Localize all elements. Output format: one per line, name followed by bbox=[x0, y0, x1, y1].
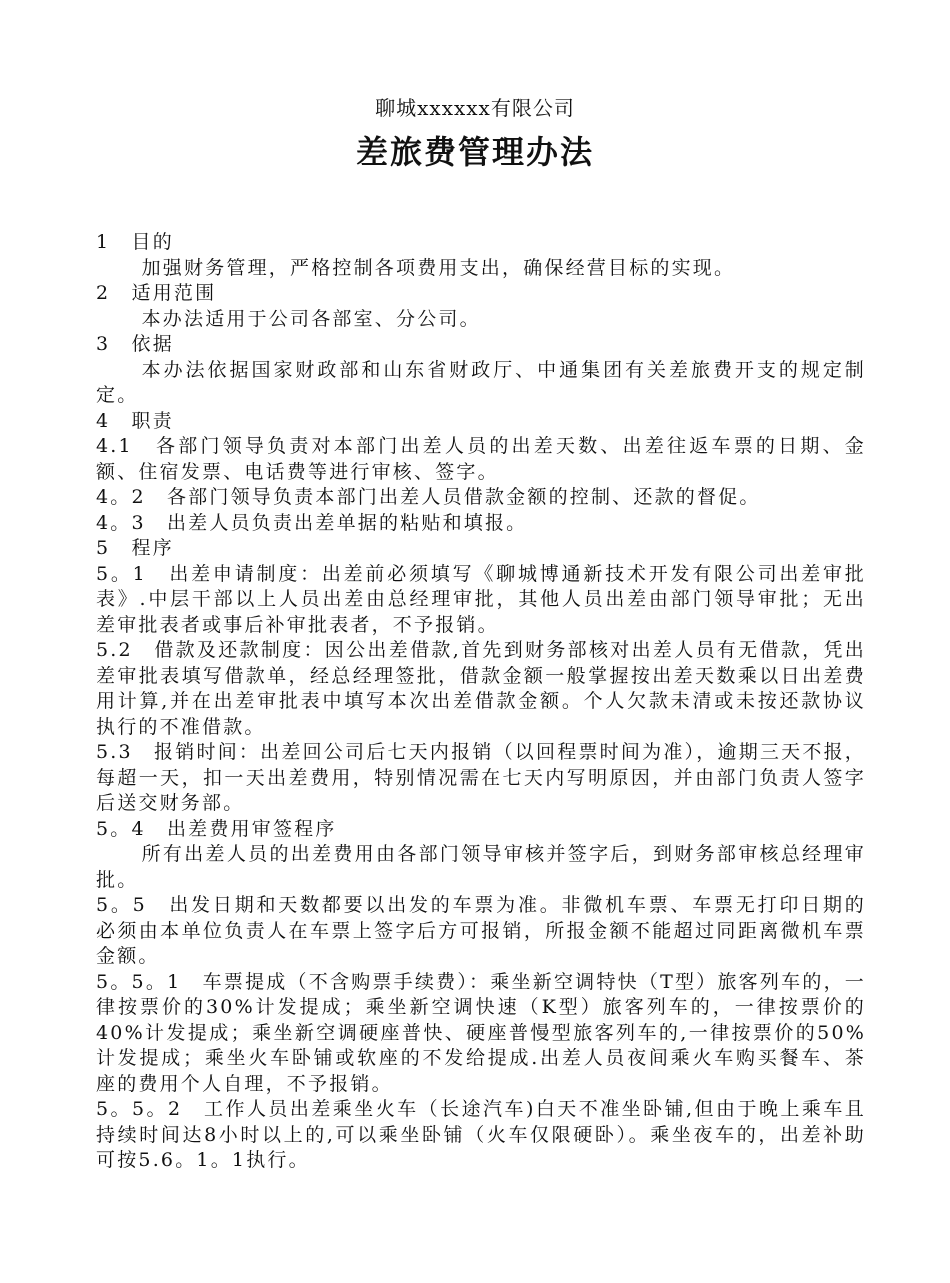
clause: 5。4 出差费用审签程序 bbox=[96, 817, 337, 840]
section-heading: 2 适用范围 bbox=[96, 282, 217, 304]
paragraph: 所有出差人员的出差费用由各部门领导审核并签字后，到财务部审核总经理审批。 bbox=[96, 843, 866, 891]
clause: 4。3 出差人员负责出差单据的粘贴和填报。 bbox=[96, 511, 528, 534]
section-heading: 4 职责 bbox=[96, 409, 174, 432]
clause: 5.3 报销时间：出差回公司后七天内报销（以回程票时间为准），逾期三天不报，每超一天，扣一天出差费用，特别情况需在七天内写明原因，并由部门负责人签字后送交财务部。 bbox=[96, 741, 866, 814]
document-body bbox=[96, 230, 866, 1174]
clause: 5。5。2 工作人员出差乘坐火车（长途汽车)白天不准坐卧铺,但由于晚上乘车且持续时间达8小时以上的,可以乘坐卧铺（火车仅限硬卧）。乘坐夜车的，出差补助可按5.6。1。1执行。 bbox=[96, 1098, 866, 1171]
clause: 4.1 各部门领导负责对本部门出差人员的出差天数、出差往返车票的日期、金额、住宿发票、电话费等进行审核、签字。 bbox=[96, 435, 866, 483]
document-title: 差旅费管理办法 bbox=[355, 133, 594, 171]
clause: 5。5。1 车票提成（不含购票手续费）：乘坐新空调特快（T型）旅客列车的，一律按票价的30%计发提成；乘坐新空调快速（K型）旅客列车的，一律按票价的40%计发提成；乘坐新空调硬座普快、硬座普慢型旅客列车的,一律按票价的50%计发提成；乘坐火车卧铺或软座的不发给提成.出差人员夜间乘火车购买餐车、茶座的费用个人自理，不予报销。 bbox=[96, 970, 866, 1095]
section-heading: 1 目的 bbox=[96, 231, 174, 253]
company-name: 聊城xxxxxx有限公司 bbox=[375, 96, 575, 120]
paragraph: 本办法依据国家财政部和山东省财政厅、中通集团有关差旅费开支的规定制定。 bbox=[96, 358, 866, 406]
section-heading: 5 程序 bbox=[96, 537, 174, 559]
clause: 5。1 出差申请制度：出差前必须填写《聊城博通新技术开发有限公司出差审批表》.中层干部以上人员出差由总经理审批，其他人员出差由部门领导审批；无出差审批表者或事后补审批表者，不予报销。 bbox=[96, 562, 866, 636]
clause: 4。2 各部门领导负责本部门出差人员借款金额的控制、还款的督促。 bbox=[96, 486, 761, 508]
clause: 5.2 借款及还款制度：因公出差借款,首先到财务部核对出差人员有无借款，凭出差审批表填写借款单，经总经理签批，借款金额一般掌握按出差天数乘以日出差费用计算,并在出差审批表中填写本次出差借款金额。个人欠款未清或未按还款协议执行的不准借款。 bbox=[96, 639, 866, 738]
paragraph: 本办法适用于公司各部室、分公司。 bbox=[141, 307, 481, 330]
clause: 5。5 出发日期和天数都要以出发的车票为准。非微机车票、车票无打印日期的必须由本单位负责人在车票上签字后方可报销，所报金额不能超过同距离微机车票金额。 bbox=[96, 894, 866, 967]
section-heading: 3 依据 bbox=[96, 333, 174, 355]
paragraph: 加强财务管理，严格控制各项费用支出，确保经营目标的实现。 bbox=[141, 256, 736, 279]
